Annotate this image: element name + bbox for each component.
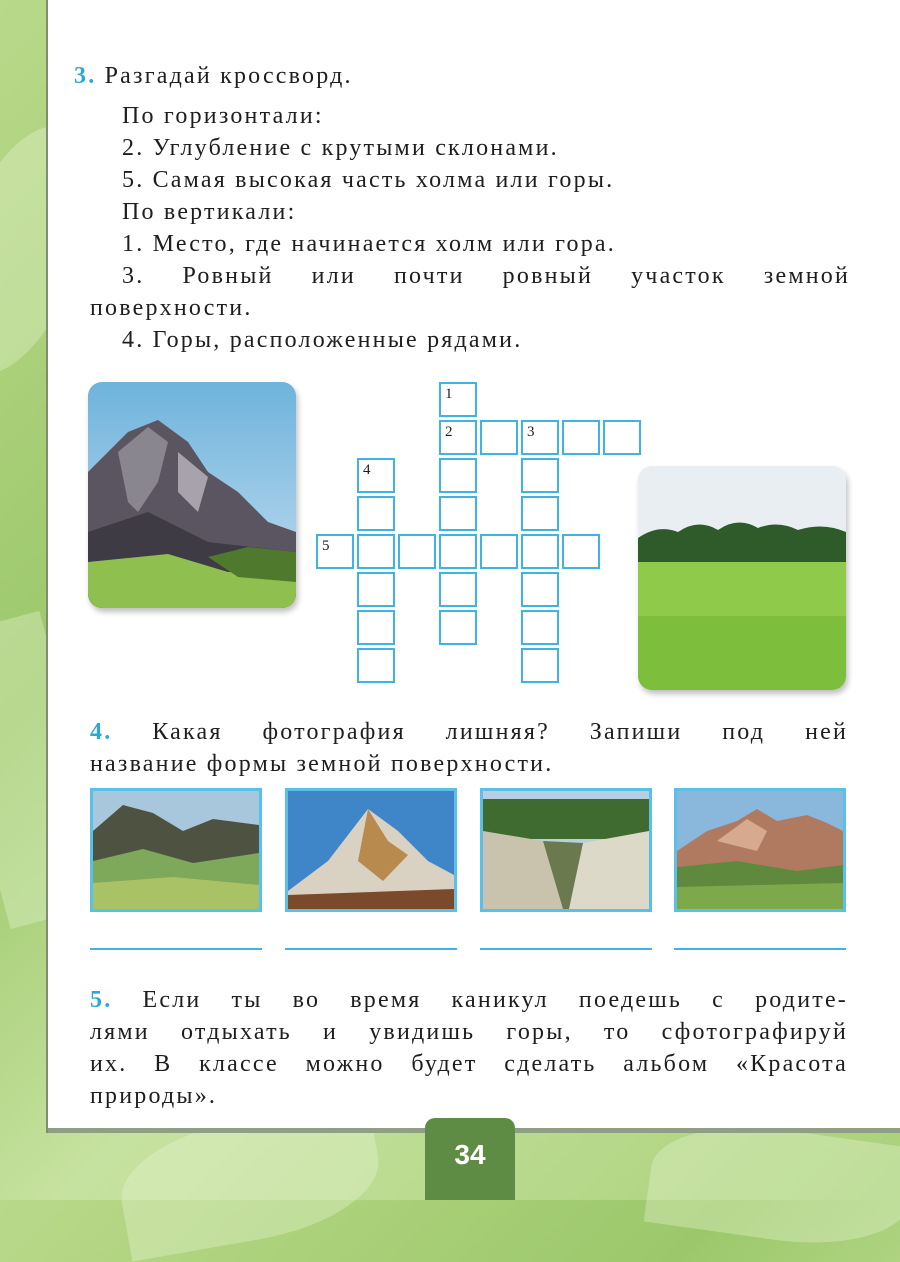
crossword-cell[interactable] [521, 610, 559, 645]
task5-number: 5. [90, 987, 113, 1013]
crossword-cell[interactable] [562, 534, 600, 569]
crossword-cell[interactable] [357, 610, 395, 645]
crossword-clue-number: 5 [322, 538, 330, 554]
crossword-clue-number: 3 [527, 424, 535, 440]
crossword-cell[interactable] [439, 496, 477, 531]
background-leaf [644, 1112, 900, 1257]
horizontal-clue-2: 2. Углубление с крутыми склонами. [122, 135, 559, 161]
crossword-clue-number: 1 [445, 386, 453, 402]
photo-snowy-mountain[interactable] [285, 788, 457, 912]
task5-line2: лями отдыхать и увидишь горы, то сфотографируй [90, 1019, 848, 1045]
task4-text [90, 716, 848, 780]
crossword-cell[interactable] [521, 572, 559, 607]
answer-line-3[interactable] [480, 948, 652, 950]
crossword-cell[interactable] [439, 458, 477, 493]
mountain-photo [88, 382, 296, 608]
task5-text [90, 984, 848, 1112]
horizontal-header: По горизонтали: [122, 103, 324, 129]
crossword-cell[interactable] [398, 534, 436, 569]
crossword-clues [90, 100, 850, 356]
crossword-cell[interactable] [521, 534, 559, 569]
crossword-clue-number: 2 [445, 424, 453, 440]
task4-number: 4. [90, 719, 113, 745]
crossword-cell[interactable] [316, 534, 354, 569]
horizontal-clue-5: 5. Самая высокая часть холма или горы. [122, 167, 615, 193]
crossword-cell[interactable] [521, 458, 559, 493]
page-number: 34 [454, 1139, 486, 1170]
task3-number: 3. [74, 63, 97, 89]
page-number-tab [425, 1118, 515, 1200]
photo-hills[interactable] [90, 788, 262, 912]
answer-line-1[interactable] [90, 948, 262, 950]
answer-line-4[interactable] [674, 948, 846, 950]
photo-rocky-peaks[interactable] [674, 788, 846, 912]
vertical-clue-3: 3. Ровный или почти ровный участок земной [122, 263, 850, 289]
vertical-clue-4: 4. Горы, расположенные рядами. [122, 327, 523, 353]
crossword-cell[interactable] [439, 534, 477, 569]
crossword-cell[interactable] [357, 648, 395, 683]
crossword-cell[interactable] [439, 420, 477, 455]
crossword-cell[interactable] [521, 648, 559, 683]
crossword-cell[interactable] [521, 420, 559, 455]
task3-heading [74, 60, 353, 92]
task5-line3: их. В классе можно будет сделать альбом «Красота [90, 1051, 848, 1077]
crossword-cell[interactable] [521, 496, 559, 531]
crossword-cell[interactable] [480, 534, 518, 569]
crossword-cell[interactable] [603, 420, 641, 455]
task4-line1: Какая фотография лишняя? Запиши под ней [152, 719, 849, 745]
task3-title: Разгадай кроссворд. [104, 63, 353, 89]
task4-line2: название формы земной поверхности. [90, 751, 554, 777]
crossword-cell[interactable] [439, 610, 477, 645]
vertical-header: По вертикали: [122, 199, 297, 225]
crossword-cell[interactable] [480, 420, 518, 455]
vertical-clue-1: 1. Место, где начинается холм или гора. [122, 231, 616, 257]
task5-line4: природы». [90, 1083, 218, 1109]
crossword-cell[interactable] [439, 382, 477, 417]
answer-line-2[interactable] [285, 948, 457, 950]
crossword-cell[interactable] [562, 420, 600, 455]
crossword-cell[interactable] [357, 496, 395, 531]
crossword-cell[interactable] [439, 572, 477, 607]
crossword-cell[interactable] [357, 572, 395, 607]
vertical-clue-3-cont: поверхности. [90, 295, 253, 321]
crossword-clue-number: 4 [363, 462, 371, 478]
crossword-cell[interactable] [357, 458, 395, 493]
photo-ravine[interactable] [480, 788, 652, 912]
task5-line1: Если ты во время каникул поедешь с родите- [142, 987, 848, 1013]
plain-photo [638, 466, 846, 690]
crossword-cell[interactable] [357, 534, 395, 569]
